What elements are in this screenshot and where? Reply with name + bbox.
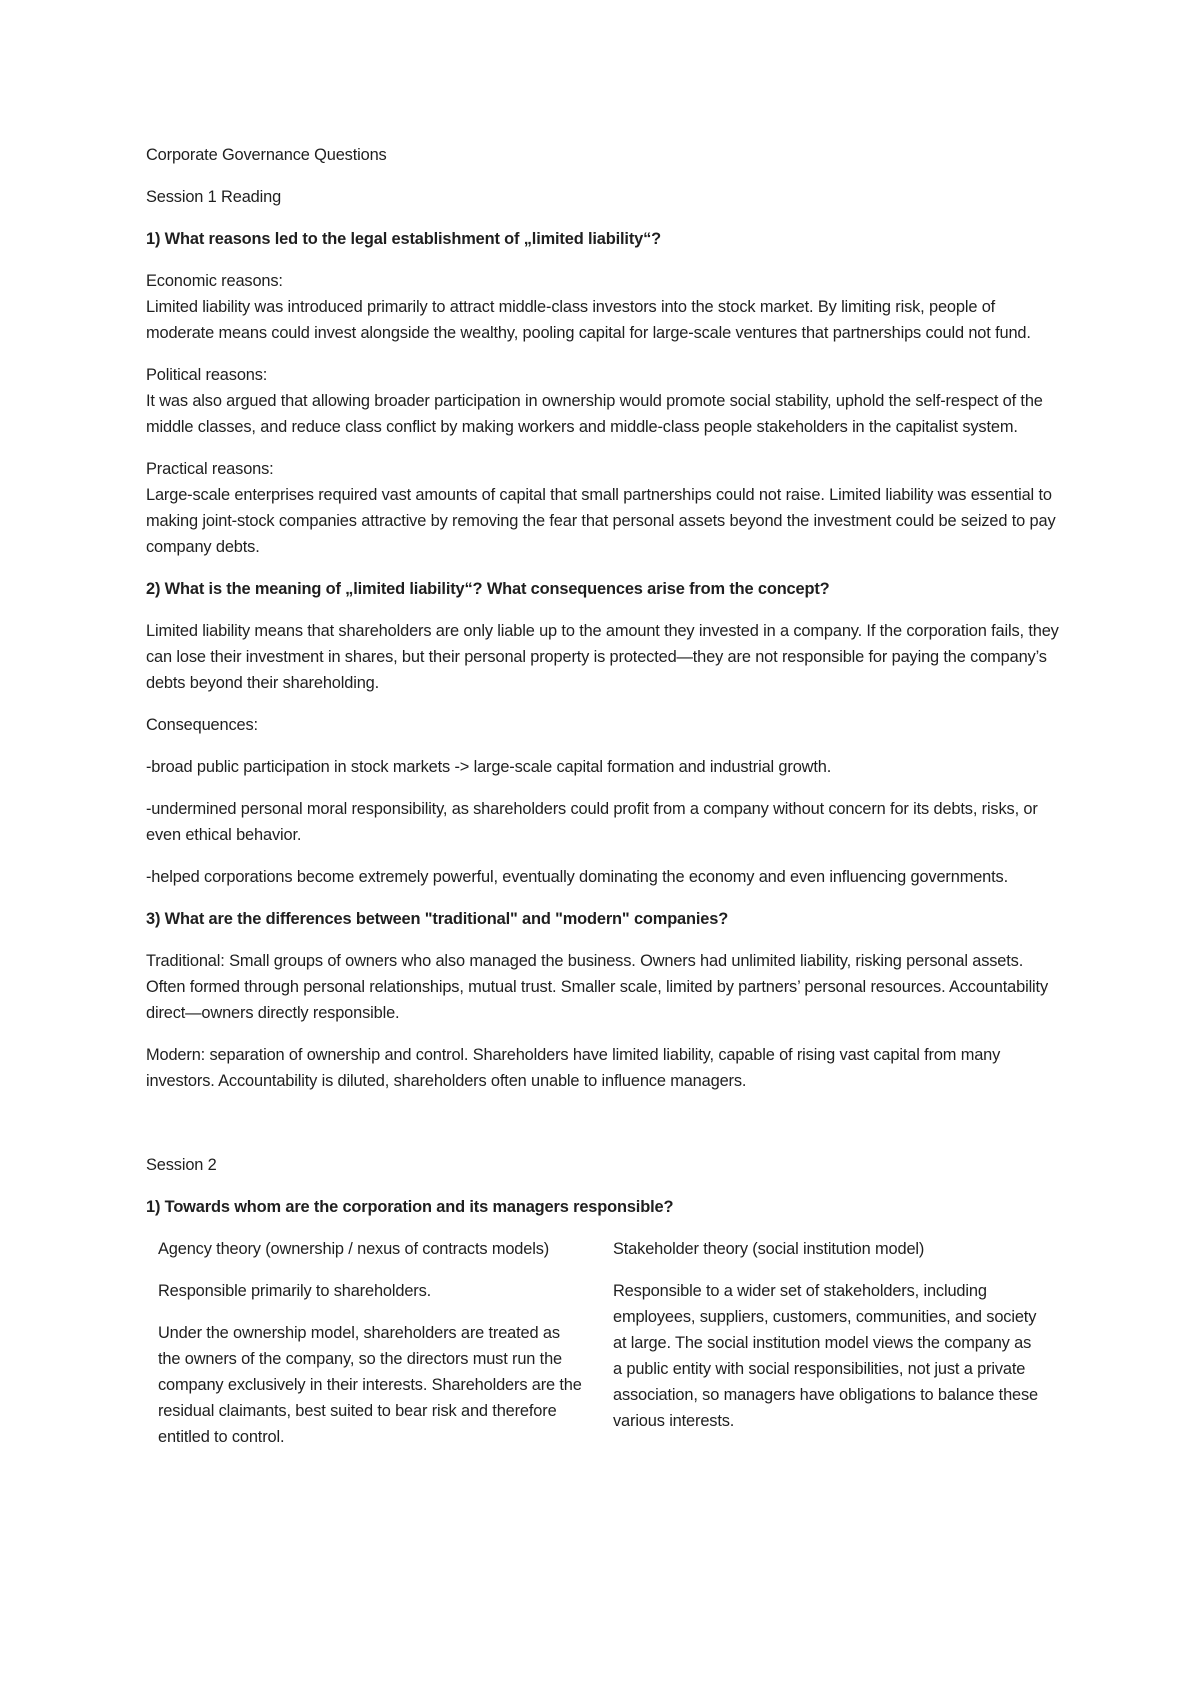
session-2-heading: Session 2	[146, 1156, 217, 1174]
stakeholder-theory-detail: Responsible to a wider set of stakeholders, including employees, suppliers, customers, communities, and society at large. The social institution model views the company as a public entity with social responsibilities, not just a private association, so managers have obligations to balance these various interests.	[613, 1282, 1039, 1430]
theory-comparison-table	[158, 1236, 1061, 1466]
agency-theory-detail: Under the ownership model, shareholders are treated as the owners of the company, so the directors must run the company exclusively in their interests. Shareholders are the residual claimants, best suited to bear risk and therefore entitled to control.	[158, 1324, 582, 1446]
practical-reasons-label: Practical reasons:	[146, 460, 274, 478]
practical-reasons-text: Large-scale enterprises required vast amounts of capital that small partnerships could not raise. Limited liability was essential to making joint-stock companies attractive by removing the fear that personal assets beyond the investment could be seized to pay company debts.	[146, 486, 1056, 556]
consequence-item: -undermined personal moral responsibility, as shareholders could profit from a company without concern for its debts, risks, or even ethical behavior.	[146, 800, 1038, 844]
economic-reasons-label: Economic reasons:	[146, 272, 283, 290]
question-1-3: 3) What are the differences between "traditional" and "modern" companies?	[146, 910, 729, 928]
political-reasons-label: Political reasons:	[146, 366, 268, 384]
political-reasons-text: It was also argued that allowing broader participation in ownership would promote social stability, uphold the self-respect of the middle classes, and reduce class conflict by making workers and middle-class people stakeholders in the capitalist system.	[146, 392, 1043, 436]
agency-theory-column	[158, 1236, 613, 1466]
consequence-item: -helped corporations become extremely powerful, eventually dominating the economy and even influencing governments.	[146, 868, 1008, 886]
practical-reasons-block	[146, 456, 1061, 560]
question-1-2: 2) What is the meaning of „limited liability“? What consequences arise from the concept?	[146, 580, 830, 598]
limited-liability-meaning: Limited liability means that shareholders are only liable up to the amount they invested in a company. If the corporation fails, they can lose their investment in shares, but their personal property is protected—they are not responsible for paying the company’s debts beyond their shareholding.	[146, 622, 1059, 692]
session-1-heading: Session 1 Reading	[146, 188, 282, 206]
question-2-1: 1) Towards whom are the corporation and its managers responsible?	[146, 1198, 674, 1216]
traditional-companies-text: Traditional: Small groups of owners who also managed the business. Owners had unlimited liability, risking personal assets. Often formed through personal relationships, mutual trust. Smaller scale, limited by partners’ personal resources. Accountability direct—owners directly responsible.	[146, 952, 1048, 1022]
agency-theory-header: Agency theory (ownership / nexus of contracts models)	[158, 1240, 550, 1258]
political-reasons-block	[146, 362, 1061, 440]
document-title: Corporate Governance Questions	[146, 146, 387, 164]
consequences-label: Consequences:	[146, 716, 258, 734]
stakeholder-theory-column	[613, 1236, 1043, 1466]
modern-companies-text: Modern: separation of ownership and control. Shareholders have limited liability, capable of rising vast capital from many investors. Accountability is diluted, shareholders often unable to influence managers.	[146, 1046, 1001, 1090]
stakeholder-theory-header: Stakeholder theory (social institution model)	[613, 1240, 925, 1258]
question-1-1: 1) What reasons led to the legal establishment of „limited liability“?	[146, 230, 662, 248]
agency-theory-summary: Responsible primarily to shareholders.	[158, 1282, 432, 1300]
economic-reasons-text: Limited liability was introduced primarily to attract middle-class investors into the stock market. By limiting risk, people of moderate means could invest alongside the wealthy, pooling capital for large-scale ventures that partnerships could not fund.	[146, 298, 1031, 342]
document-page	[146, 142, 1061, 1466]
economic-reasons-block	[146, 268, 1061, 346]
consequence-item: -broad public participation in stock markets -> large-scale capital formation and industrial growth.	[146, 758, 832, 776]
